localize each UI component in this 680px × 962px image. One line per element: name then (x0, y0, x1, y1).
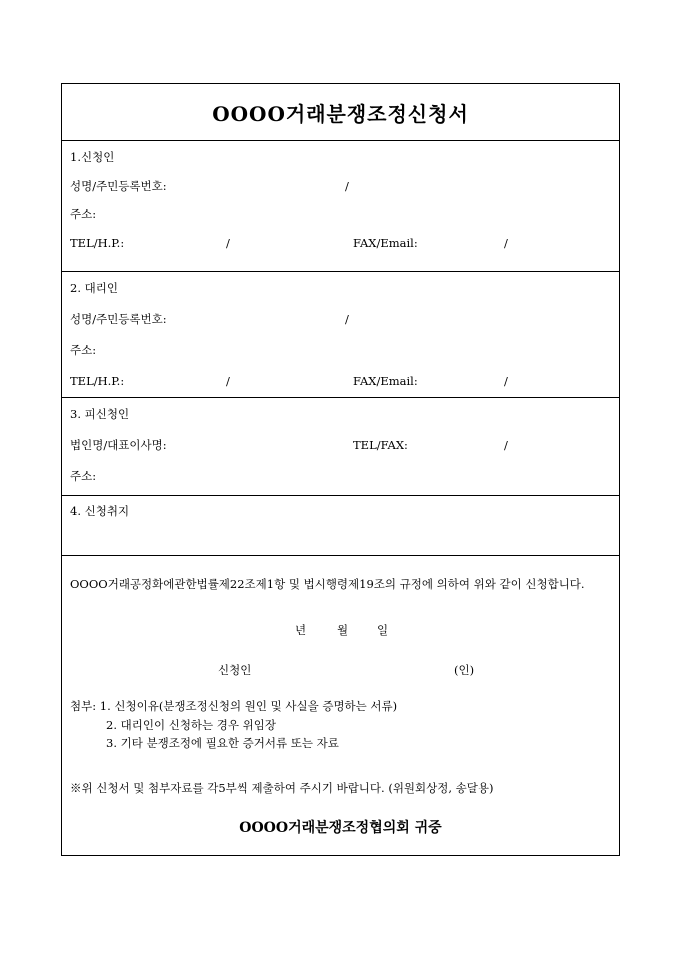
date-year-label: 년 (295, 623, 307, 637)
respondent-heading: 3. 피신청인 (70, 406, 130, 421)
attachment-item (70, 697, 397, 716)
applicant-address-line (62, 200, 619, 229)
agent-heading: 2. 대리인 (70, 280, 118, 295)
form-title: OOOO거래분쟁조정신청서 (212, 101, 469, 126)
applicant-fax-label: FAX/Email: (353, 235, 418, 250)
agent-tel-separator: / (226, 373, 230, 388)
date-day-label: 일 (377, 623, 389, 637)
applicant-section (62, 141, 619, 272)
agent-address-label: 주소: (70, 342, 97, 357)
respondent-corp-line (62, 429, 619, 460)
applicant-contact-line (62, 229, 619, 258)
agent-contact-line (62, 365, 619, 396)
applicant-fax-separator: / (504, 235, 508, 250)
respondent-tel-fax-separator: / (504, 437, 508, 452)
applicant-name-line (62, 172, 619, 201)
purpose-section (62, 496, 619, 556)
attachment-prefix: 첨부: (70, 699, 97, 713)
respondent-address-line (62, 460, 619, 491)
agent-name-label: 성명/주민등록번호: (70, 311, 167, 326)
title-row (62, 84, 619, 141)
applicant-tel-label: TEL/H.P.: (70, 235, 125, 250)
respondent-address-label: 주소: (70, 468, 97, 483)
applicant-address-label: 주소: (70, 207, 97, 222)
applicant-name-label: 성명/주민등록번호: (70, 178, 167, 193)
date-month-label: 월 (337, 623, 349, 637)
signature-applicant-label: 신청인 (218, 663, 252, 677)
purpose-heading: 4. 신청취지 (70, 504, 130, 518)
applicant-heading: 1.신청인 (70, 150, 115, 165)
applicant-name-separator: / (345, 178, 349, 193)
attachments-list (70, 697, 397, 753)
attachment-item-1: 1. 신청이유(분쟁조정신청의 원인 및 사실을 증명하는 서류) (99, 699, 398, 713)
agent-address-line (62, 334, 619, 365)
attachment-item-2: 2. 대리인이 신청하는 경우 위임장 (106, 717, 277, 732)
application-form (61, 83, 620, 856)
applicant-heading-line (62, 143, 619, 172)
agent-section (62, 272, 619, 398)
purpose-heading-line (62, 496, 619, 526)
respondent-tel-fax-label: TEL/FAX: (353, 437, 408, 452)
submission-note: ※위 신청서 및 첨부자료를 각5부씩 제출하여 주시기 바랍니다. (위원회상정, 송달용) (70, 781, 494, 795)
respondent-heading-line (62, 398, 619, 429)
agent-name-separator: / (345, 311, 349, 326)
attachment-item-3: 3. 기타 분쟁조정에 필요한 증거서류 또는 자료 (106, 736, 339, 750)
respondent-section (62, 398, 619, 496)
agent-fax-separator: / (504, 373, 508, 388)
addressee-line: OOOO거래분쟁조정협의회 귀중 (239, 820, 442, 836)
signature-seal-mark: (인) (454, 663, 475, 677)
declaration-statement: OOOO거래공정화에관한법률제22조제1항 및 법시행령제19조의 규정에 의하여 위와 같이 신청합니다. (70, 577, 585, 591)
applicant-tel-separator: / (226, 235, 230, 250)
agent-tel-label: TEL/H.P.: (70, 373, 125, 388)
respondent-corp-label: 법인명/대표이사명: (70, 437, 167, 452)
agent-fax-label: FAX/Email: (353, 373, 418, 388)
agent-heading-line (62, 272, 619, 303)
agent-name-line (62, 303, 619, 334)
